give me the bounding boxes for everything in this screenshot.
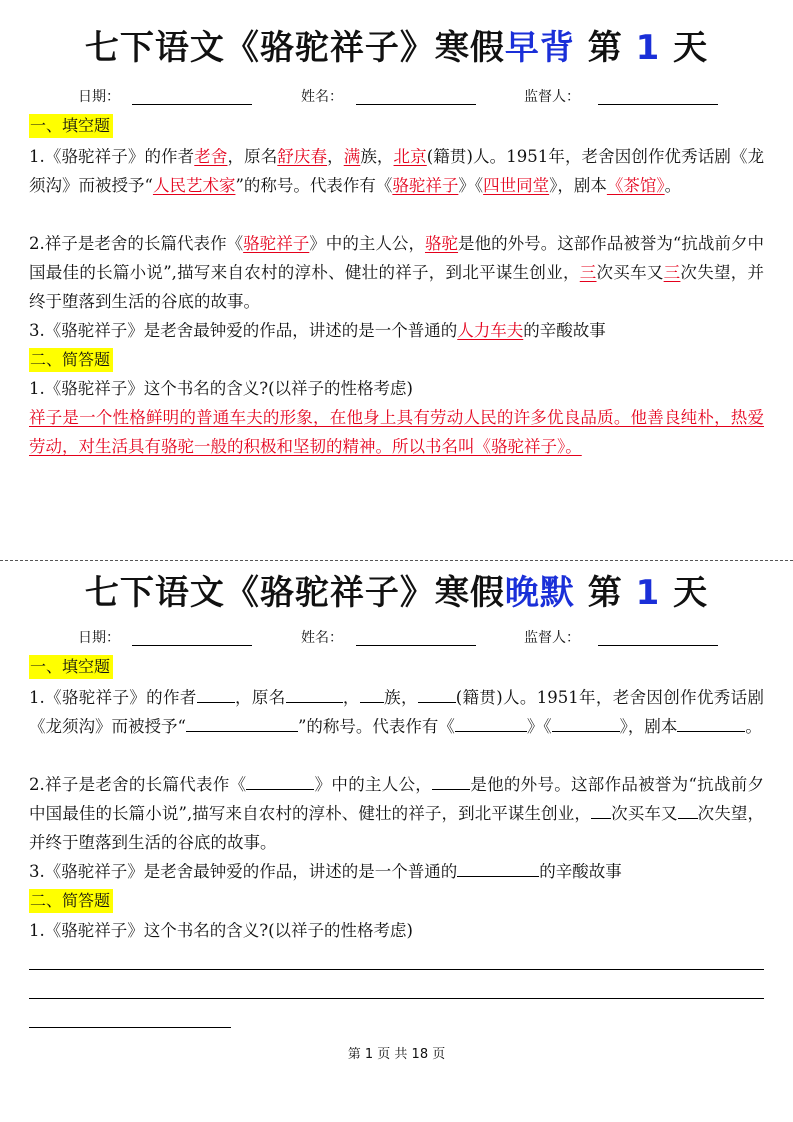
date-field[interactable] [132,104,252,105]
q2-text: 次失望，并终于堕落到生活的谷底的故事。 [29,804,765,852]
answer-line-3[interactable] [29,1027,231,1028]
q1-text: (籍贯)人。1951年，老舍因创作优秀话剧《龙须沟》而被授予“ [29,688,764,736]
q1-text: ”的称号。代表作有《 [297,717,455,736]
info-row [0,627,793,649]
date-label: 日期： [78,89,120,105]
answer-nickname: 骆驼 [424,234,459,253]
q1-text: 。 [745,717,762,736]
q3-text: 的辛酸故事 [523,321,606,340]
name-field[interactable] [356,645,476,646]
q2-text: 次买车又 [611,804,678,823]
blank-occupation[interactable] [457,857,539,877]
section-short-answer: 二、简答题 [29,348,113,372]
answer-ethnicity: 满 [343,147,361,166]
section-short-answer: 二、简答题 [29,889,113,913]
q1-text: 族， [383,688,418,707]
q1-text: 》《 [458,176,484,195]
answer-line-1[interactable] [29,969,764,970]
question-1 [29,683,764,741]
blank-fail-count[interactable] [678,799,698,819]
answer-work-2: 四世同堂 [483,176,550,195]
answer-work-1: 骆驼祥子 [392,176,459,195]
section-fill-in-blank: 一、填空题 [29,114,113,138]
section-fill-in-blank: 一、填空题 [29,655,113,679]
blank-novel[interactable] [246,770,314,790]
blank-hometown[interactable] [418,683,456,703]
answer-line-2[interactable] [29,998,764,999]
blank-play[interactable] [677,712,745,732]
q1-text: ，原名 [227,147,278,166]
question-4: 1.《骆驼祥子》这个书名的含义?(以祥子的性格考虑) [29,921,413,940]
q3-text: 的辛酸故事 [539,862,622,881]
answer-author: 老舍 [194,147,228,166]
answer-honor-title: 人民艺术家 [152,176,236,195]
question-4: 1.《骆驼祥子》这个书名的含义?(以祥子的性格考虑) [29,379,413,398]
morning-title [0,28,793,68]
q2-text: 》中的主人公， [309,234,425,253]
title-day-number: 1 [635,573,661,613]
blank-work-2[interactable] [552,712,620,732]
title-mode: 晚默 [504,573,575,613]
q1-text: ， [342,688,360,707]
title-day-post: 天 [660,28,709,68]
evening-title [0,573,793,613]
q3-text: 3.《骆驼祥子》是老舍最钟爱的作品，讲述的是一个普通的 [29,321,458,340]
name-label: 姓名： [301,89,343,105]
question-3 [29,316,764,345]
q2-text: 2.祥子是老舍的长篇代表作《 [29,775,247,794]
q2-text: 》中的主人公， [314,775,433,794]
title-day-number: 1 [635,28,661,68]
blank-work-1[interactable] [455,712,527,732]
q1-text: (籍贯)人。1951年，老舍因创作优秀话剧《龙须沟》而被授予“ [29,147,765,195]
blank-nickname[interactable] [432,770,470,790]
q2-text: 是他的外号。这部作品被誉为“抗战前夕中国最佳的长篇小说”,描写来自农村的淳朴、健壮的祥子，到北平谋生创业， [29,775,765,823]
title-mode: 早背 [504,28,575,68]
blank-ethnicity[interactable] [360,683,384,703]
q1-text: ， [327,147,344,166]
q2-text: 2.祥子是老舍的长篇代表作《 [29,234,244,253]
date-field[interactable] [132,645,252,646]
supervisor-field[interactable] [598,104,718,105]
answer-hometown: 北京 [393,147,427,166]
name-label: 姓名： [301,630,343,646]
q1-text: 族， [360,147,394,166]
title-prefix: 七下语文《骆驼祥子》寒假 [84,28,505,68]
blank-honor-title[interactable] [186,712,298,732]
blank-author[interactable] [197,683,235,703]
answer-original-name: 舒庆春 [277,147,328,166]
supervisor-label: 监督人： [524,89,580,105]
q2-text: 是他的外号。这部作品被誉为“抗战前夕中国最佳的长篇小说”,描写来自农村的淳朴、健壮的祥子，到北平谋生创业， [29,234,765,282]
supervisor-field[interactable] [598,645,718,646]
answer-occupation: 人力车夫 [457,321,524,340]
title-day-post: 天 [660,573,709,613]
title-day-pre: 第 [574,573,636,613]
answer-paragraph [29,403,764,461]
blank-buy-count[interactable] [591,799,611,819]
name-field[interactable] [356,104,476,105]
q3-text: 3.《骆驼祥子》是老舍最钟爱的作品，讲述的是一个普通的 [29,862,458,881]
title-prefix: 七下语文《骆驼祥子》寒假 [84,573,505,613]
info-row [0,86,793,108]
q1-text: 》，剧本 [619,717,678,736]
page-number: 第 1 页 共 18 页 [347,1047,446,1062]
q1-text: ”的称号。代表作有《 [235,176,393,195]
question-2 [29,770,764,857]
q1-text: 1.《骆驼祥子》的作者 [29,147,195,166]
question-1 [29,142,764,200]
q1-text: 》，剧本 [549,176,607,195]
answer-fail-count: 三 [663,263,681,282]
q1-text: 》《 [526,717,552,736]
q2-text: 次买车又 [596,263,664,282]
supervisor-label: 监督人： [524,630,580,646]
answer-play: 《茶馆》 [606,176,665,195]
answer-text: 祥子是一个性格鲜明的普通车夫的形象，在他身上具有劳动人民的许多优良品质。他善良纯朴，热爱劳动，对生活具有骆驼一般的积极和坚韧的精神。所以书名叫《骆驼祥子》。 [29,408,764,456]
title-day-pre: 第 [574,28,636,68]
q1-text: ，原名 [234,688,286,707]
q1-text: 1.《骆驼祥子》的作者 [29,688,197,707]
cut-line-divider [0,560,793,561]
answer-novel: 骆驼祥子 [243,234,310,253]
question-2 [29,229,764,316]
q2-text: 次失望，并终于堕落到生活的谷底的故事。 [29,263,765,311]
question-3 [29,857,764,886]
q1-text: 。 [664,176,682,195]
blank-original-name[interactable] [286,683,343,703]
answer-buy-count: 三 [579,263,597,282]
date-label: 日期： [78,630,120,646]
